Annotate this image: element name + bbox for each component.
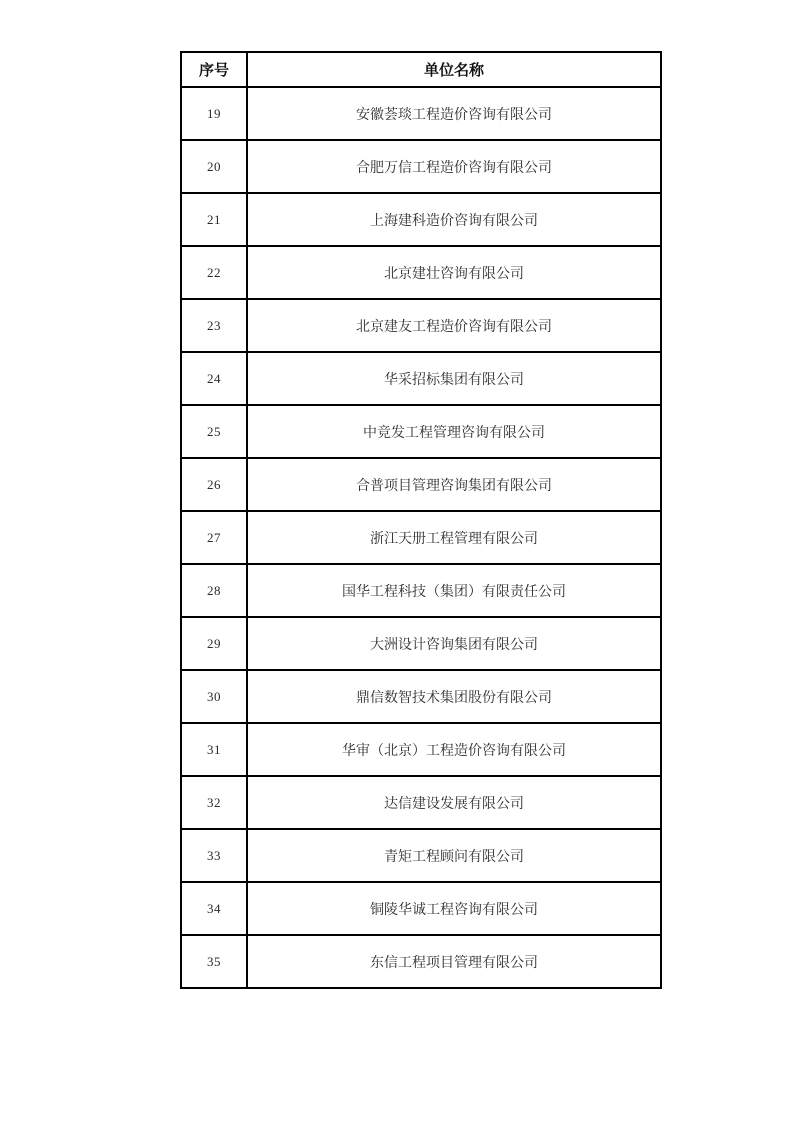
- serial-number-cell: 20: [181, 140, 247, 193]
- table-row: [181, 564, 661, 617]
- table-row: [181, 405, 661, 458]
- table-row: [181, 140, 661, 193]
- unit-name-cell: 华审（北京）工程造价咨询有限公司: [247, 723, 661, 776]
- table-row: [181, 617, 661, 670]
- unit-name-cell: 铜陵华诚工程咨询有限公司: [247, 882, 661, 935]
- serial-number-cell: 23: [181, 299, 247, 352]
- serial-number-cell: 29: [181, 617, 247, 670]
- unit-name-cell: 北京建壮咨询有限公司: [247, 246, 661, 299]
- serial-number-cell: 33: [181, 829, 247, 882]
- serial-number-cell: 28: [181, 564, 247, 617]
- serial-number-cell: 26: [181, 458, 247, 511]
- serial-number-cell: 31: [181, 723, 247, 776]
- serial-number-cell: 32: [181, 776, 247, 829]
- table-row: [181, 776, 661, 829]
- unit-name-cell: 青矩工程顾问有限公司: [247, 829, 661, 882]
- company-table: [180, 51, 662, 989]
- unit-name-cell: 北京建友工程造价咨询有限公司: [247, 299, 661, 352]
- table-row: [181, 511, 661, 564]
- table-row: [181, 670, 661, 723]
- serial-number-cell: 24: [181, 352, 247, 405]
- unit-name-cell: 东信工程项目管理有限公司: [247, 935, 661, 988]
- table-body: [181, 87, 661, 988]
- column-header-serial-number: 序号: [181, 52, 247, 87]
- serial-number-cell: 30: [181, 670, 247, 723]
- unit-name-cell: 大洲设计咨询集团有限公司: [247, 617, 661, 670]
- unit-name-cell: 安徽荟琰工程造价咨询有限公司: [247, 87, 661, 140]
- table-row: [181, 935, 661, 988]
- table-row: [181, 829, 661, 882]
- table-header: [181, 52, 661, 87]
- unit-name-cell: 合肥万信工程造价咨询有限公司: [247, 140, 661, 193]
- unit-name-cell: 华采招标集团有限公司: [247, 352, 661, 405]
- serial-number-cell: 21: [181, 193, 247, 246]
- unit-name-cell: 上海建科造价咨询有限公司: [247, 193, 661, 246]
- table-row: [181, 246, 661, 299]
- unit-name-cell: 合普项目管理咨询集团有限公司: [247, 458, 661, 511]
- unit-name-cell: 国华工程科技（集团）有限责任公司: [247, 564, 661, 617]
- unit-name-cell: 中竞发工程管理咨询有限公司: [247, 405, 661, 458]
- table-row: [181, 458, 661, 511]
- table-row: [181, 882, 661, 935]
- serial-number-cell: 27: [181, 511, 247, 564]
- unit-name-cell: 浙江天册工程管理有限公司: [247, 511, 661, 564]
- column-header-unit-name: 单位名称: [247, 52, 661, 87]
- serial-number-cell: 19: [181, 87, 247, 140]
- table-row: [181, 723, 661, 776]
- unit-name-cell: 鼎信数智技术集团股份有限公司: [247, 670, 661, 723]
- serial-number-cell: 35: [181, 935, 247, 988]
- table-row: [181, 193, 661, 246]
- serial-number-cell: 34: [181, 882, 247, 935]
- header-row: [181, 52, 661, 87]
- table-row: [181, 299, 661, 352]
- serial-number-cell: 25: [181, 405, 247, 458]
- table-row: [181, 87, 661, 140]
- table-row: [181, 352, 661, 405]
- serial-number-cell: 22: [181, 246, 247, 299]
- unit-name-cell: 达信建设发展有限公司: [247, 776, 661, 829]
